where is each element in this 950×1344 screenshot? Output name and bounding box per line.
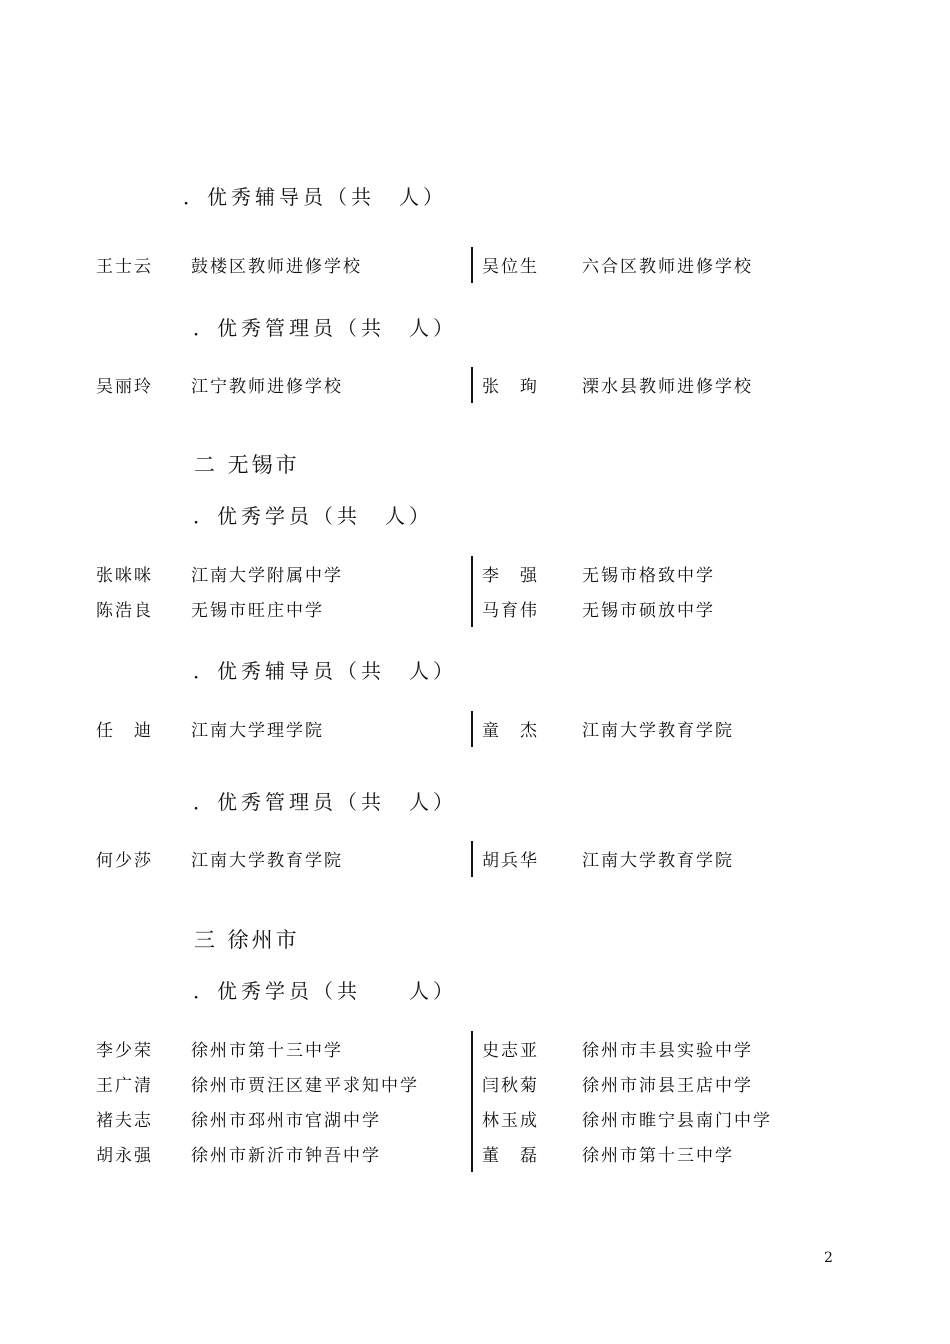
member-name: 张咪咪 [96,566,153,586]
member-name: 何少莎 [96,851,153,871]
member-name: 吴丽玲 [96,377,153,397]
city-heading-xuzhou: 三 徐州市 [194,928,300,952]
member-name: 任 迪 [96,721,153,741]
member-organization: 无锡市硕放中学 [582,601,715,621]
member-organization: 鼓楼区教师进修学校 [191,257,362,277]
member-name: 闫秋菊 [482,1076,539,1096]
member-organization: 江南大学教育学院 [191,851,343,871]
member-organization: 无锡市旺庄中学 [191,601,324,621]
member-name: 童 杰 [482,721,539,741]
member-organization: 徐州市睢宁县南门中学 [582,1111,772,1131]
member-name: 史志亚 [482,1041,539,1061]
member-organization: 徐州市丰县实验中学 [582,1041,753,1061]
column-divider [471,841,473,877]
member-name: 胡永强 [96,1146,153,1166]
member-organization: 江南大学教育学院 [582,851,734,871]
member-name: 李少荣 [96,1041,153,1061]
member-name: 马育伟 [482,601,539,621]
member-organization: 徐州市第十三中学 [582,1146,734,1166]
page-number: 2 [824,1250,833,1266]
section-heading-students-wuxi: ．优秀学员（共 人） [193,504,433,528]
member-name: 林玉成 [482,1111,539,1131]
member-organization: 徐州市新沂市钟吾中学 [191,1146,381,1166]
member-organization: 溧水县教师进修学校 [582,377,753,397]
member-name: 褚夫志 [96,1111,153,1131]
member-name: 王广清 [96,1076,153,1096]
member-name: 董 磊 [482,1146,539,1166]
member-organization: 无锡市格致中学 [582,566,715,586]
section-heading-managers-1: ．优秀管理员（共 人） [193,316,457,340]
member-name: 李 强 [482,566,539,586]
member-name: 陈浩良 [96,601,153,621]
member-name: 张 珣 [482,377,539,397]
member-name: 王士云 [96,257,153,277]
city-heading-wuxi: 二 无锡市 [194,453,300,477]
member-organization: 江南大学教育学院 [582,721,734,741]
member-organization: 六合区教师进修学校 [582,257,753,277]
member-organization: 徐州市第十三中学 [191,1041,343,1061]
member-organization: 徐州市沛县王店中学 [582,1076,753,1096]
section-heading-tutors-1: ．优秀辅导员（共 人） [183,185,447,209]
column-divider [471,367,473,403]
section-heading-tutors-wuxi: ．优秀辅导员（共 人） [193,659,457,683]
column-divider [471,556,473,627]
member-organization: 江南大学理学院 [191,721,324,741]
column-divider [471,247,473,283]
section-heading-managers-wuxi: ．优秀管理员（共 人） [193,790,457,814]
column-divider [471,1031,473,1172]
member-name: 吴位生 [482,257,539,277]
member-organization: 徐州市邳州市官湖中学 [191,1111,381,1131]
section-heading-students-xuzhou: ．优秀学员（共 人） [193,979,457,1003]
member-name: 胡兵华 [482,851,539,871]
member-organization: 徐州市贾汪区建平求知中学 [191,1076,419,1096]
member-organization: 江南大学附属中学 [191,566,343,586]
member-organization: 江宁教师进修学校 [191,377,343,397]
column-divider [471,711,473,747]
